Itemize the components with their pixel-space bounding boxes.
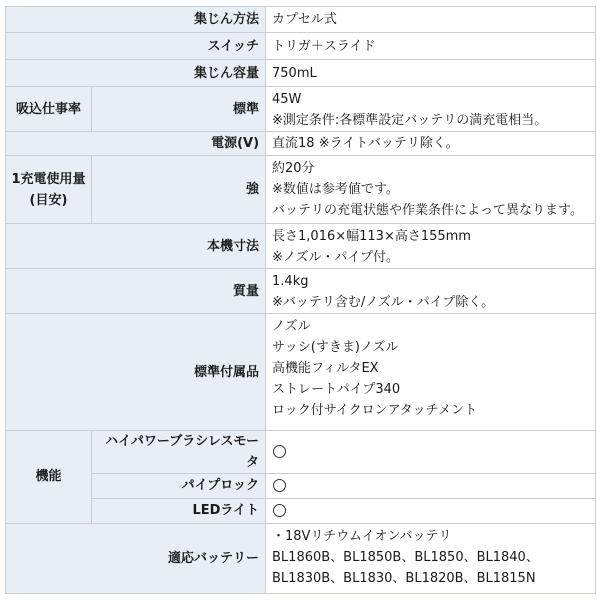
spec-row-capacity <box>6 60 596 87</box>
spec-row-suction <box>6 87 596 132</box>
runtime-group-label-line: 1充電使用量 <box>11 171 86 187</box>
collection-method-value: カプセル式 <box>266 7 596 33</box>
accessory-item: ストレートパイプ340 <box>272 382 401 398</box>
runtime-strong-label: 強 <box>92 156 266 224</box>
spec-row-mass <box>6 269 596 314</box>
accessory-item: 高機能フィルタEX <box>272 361 379 377</box>
dimensions-value-line: 長さ1,016×幅113×高さ155mm <box>272 229 471 245</box>
power-value: 直流18 ※ライトバッテリ除く。 <box>266 132 596 156</box>
battery-models-line: BL1860B、BL1850B、BL1850、BL1840、 <box>272 549 539 565</box>
spec-row-dimensions <box>6 224 596 269</box>
accessory-item: ノズル <box>272 319 311 335</box>
spec-row-collection-method <box>6 7 596 33</box>
spec-row-switch <box>6 33 596 60</box>
battery-value <box>266 523 596 593</box>
battery-type-line: ・18Vリチウムイオンバッテリ <box>272 528 452 544</box>
collection-method-label: 集じん方法 <box>6 7 266 33</box>
dimensions-note-line: ※ノズル・パイプ付。 <box>272 250 399 266</box>
function-motor-value <box>266 430 596 473</box>
runtime-group-label <box>6 156 92 224</box>
accessory-item: ロック付サイクロンアタッチメント <box>272 403 478 419</box>
spec-row-function-led <box>6 498 596 523</box>
function-motor-label: ハイパワーブラシレスモータ <box>92 430 266 473</box>
mass-note-line: ※バッテリ含む/ノズル・パイプ除く。 <box>272 295 495 311</box>
switch-value: トリガ＋スライド <box>266 33 596 60</box>
circle-mark-icon <box>273 479 286 492</box>
runtime-value-line: 約20分 <box>272 161 315 177</box>
accessories-value <box>266 314 596 430</box>
mass-value-line: 1.4kg <box>272 274 309 290</box>
dimensions-label: 本機寸法 <box>6 224 266 269</box>
capacity-value: 750mL <box>266 60 596 87</box>
suction-group-label: 吸込仕事率 <box>6 87 92 132</box>
dimensions-value <box>266 224 596 269</box>
circle-mark-icon <box>273 445 286 458</box>
suction-standard-label: 標準 <box>92 87 266 132</box>
capacity-label: 集じん容量 <box>6 60 266 87</box>
function-pipe-lock-label: パイプロック <box>92 473 266 498</box>
function-led-label: LEDライト <box>92 498 266 523</box>
runtime-note-line: ※数値は参考値です。 <box>272 182 399 198</box>
runtime-value <box>266 156 596 224</box>
circle-mark-icon <box>273 504 286 517</box>
runtime-group-label-line: (目安) <box>29 192 68 208</box>
spec-row-function-motor <box>6 430 596 473</box>
spec-row-runtime <box>6 156 596 224</box>
switch-label: スイッチ <box>6 33 266 60</box>
power-label: 電源(V) <box>6 132 266 156</box>
functions-group-label: 機能 <box>6 430 92 523</box>
battery-models-line: BL1830B、BL1830、BL1820B、BL1815N <box>272 570 536 586</box>
accessories-label: 標準付属品 <box>6 314 266 430</box>
battery-label: 適応バッテリー <box>6 523 266 593</box>
runtime-note-line: バッテリの充電状態や作業条件によって異なります。 <box>272 203 583 219</box>
accessory-item: サッシ(すきま)ノズル <box>272 340 399 356</box>
suction-value-line: 45W <box>272 92 302 108</box>
suction-note-line: ※測定条件:各標準設定バッテリの満充電相当。 <box>272 113 548 129</box>
spec-row-accessories <box>6 314 596 430</box>
function-led-value <box>266 498 596 523</box>
spec-table <box>5 6 596 594</box>
suction-value <box>266 87 596 132</box>
mass-value <box>266 269 596 314</box>
function-pipe-lock-value <box>266 473 596 498</box>
mass-label: 質量 <box>6 269 266 314</box>
spec-row-battery <box>6 523 596 593</box>
spec-row-power <box>6 132 596 156</box>
spec-row-function-pipe-lock <box>6 473 596 498</box>
